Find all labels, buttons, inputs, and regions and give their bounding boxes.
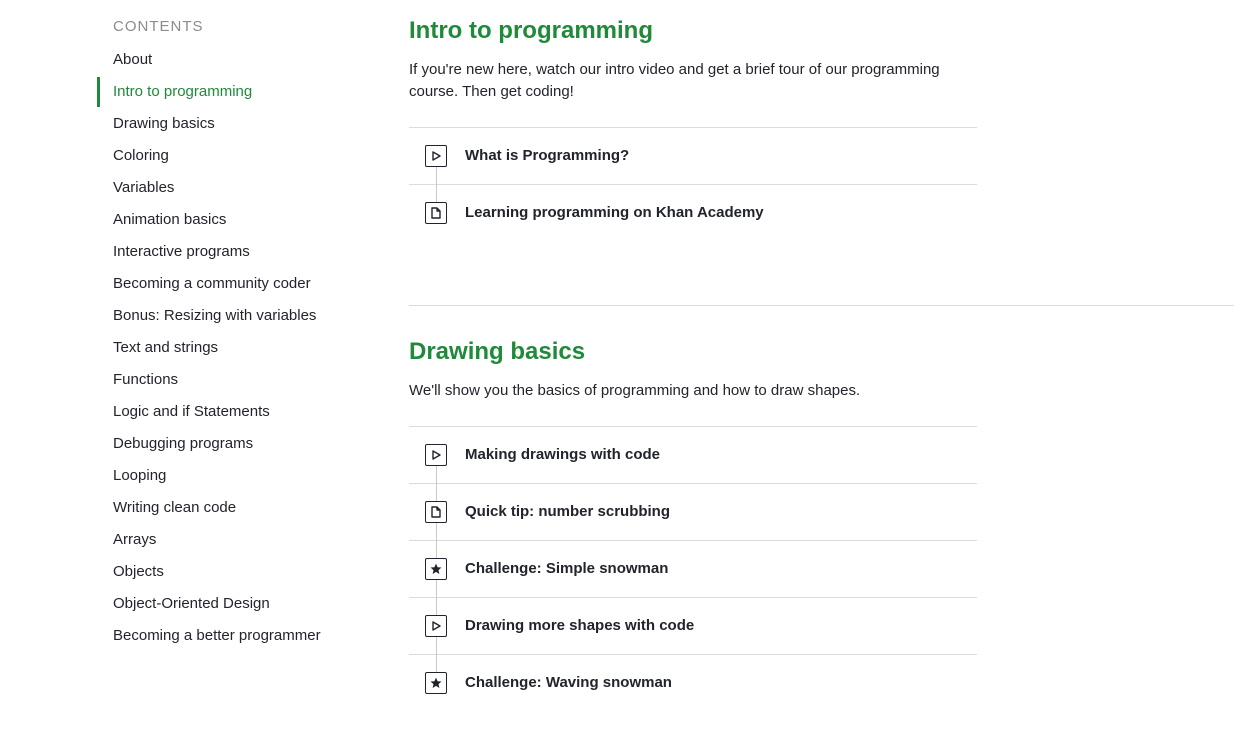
lesson-list: [409, 127, 977, 241]
article-icon: [425, 202, 447, 224]
star-icon: [425, 558, 447, 580]
lesson-item-challenge-waving-snowman[interactable]: [409, 655, 977, 711]
lesson-title: Challenge: Simple snowman: [465, 560, 669, 577]
lesson-title: What is Programming?: [465, 147, 630, 164]
sidebar-item-logic-and-if-statements[interactable]: Logic and if Statements: [113, 403, 270, 420]
sidebar-item-functions[interactable]: Functions: [113, 371, 179, 388]
lesson-title: Drawing more shapes with code: [465, 617, 695, 634]
sidebar-item-looping[interactable]: Looping: [113, 467, 167, 484]
lesson-list: [409, 426, 977, 711]
sidebar-item-becoming-a-community-coder[interactable]: Becoming a community coder: [113, 275, 311, 292]
contents-heading: CONTENTS: [113, 18, 204, 35]
contents-list: [97, 44, 321, 652]
lesson-title: Learning programming on Khan Academy: [465, 204, 764, 221]
section-drawing-basics: [409, 337, 1234, 691]
play-icon: [425, 615, 447, 637]
sidebar-item-intro-to-programming[interactable]: Intro to programming: [97, 76, 321, 108]
play-icon: [425, 444, 447, 466]
sidebar-item-objects[interactable]: Objects: [113, 563, 164, 580]
lesson-title: Challenge: Waving snowman: [465, 674, 672, 691]
sidebar-item-becoming-a-better-programmer[interactable]: Becoming a better programmer: [113, 627, 321, 644]
sidebar-item-drawing-basics[interactable]: Drawing basics: [113, 115, 215, 132]
sidebar-item-arrays[interactable]: Arrays: [113, 531, 157, 548]
lesson-item-learning-programming-on-khan-academy[interactable]: [409, 185, 977, 241]
sidebar-item-variables[interactable]: Variables: [113, 179, 175, 196]
lesson-item-what-is-programming[interactable]: [409, 128, 977, 185]
sidebar-item-bonus-resizing-with-variables[interactable]: Bonus: Resizing with variables: [113, 307, 317, 324]
sidebar-item-interactive-programs[interactable]: Interactive programs: [113, 243, 250, 260]
sidebar-item-writing-clean-code[interactable]: Writing clean code: [113, 499, 237, 516]
lesson-item-challenge-simple-snowman[interactable]: [409, 541, 977, 598]
lesson-item-quick-tip-number-scrubbing[interactable]: [409, 484, 977, 541]
lesson-title: Quick tip: number scrubbing: [465, 503, 671, 520]
article-icon: [425, 501, 447, 523]
sidebar-item-text-and-strings[interactable]: Text and strings: [113, 339, 219, 356]
sidebar-item-coloring[interactable]: Coloring: [113, 147, 169, 164]
lesson-title: Making drawings with code: [465, 446, 661, 463]
lesson-item-making-drawings-with-code[interactable]: [409, 427, 977, 484]
section-divider: [409, 305, 1234, 306]
play-icon: [425, 145, 447, 167]
sidebar-item-animation-basics[interactable]: Animation basics: [113, 211, 227, 228]
sidebar-item-object-oriented-design[interactable]: Object-Oriented Design: [113, 595, 270, 612]
section-title[interactable]: Drawing basics: [409, 338, 586, 365]
section-intro-to-programming: [409, 16, 1234, 221]
sidebar-item-debugging-programs[interactable]: Debugging programs: [113, 435, 254, 452]
star-icon: [425, 672, 447, 694]
section-description: If you're new here, watch our intro video and get a brief tour of our programming course. Then get coding!: [409, 61, 940, 100]
lesson-item-drawing-more-shapes-with-code[interactable]: [409, 598, 977, 655]
section-description: We'll show you the basics of programming and how to draw shapes.: [409, 382, 861, 399]
section-title[interactable]: Intro to programming: [409, 17, 653, 44]
sidebar-item-about[interactable]: About: [113, 51, 153, 68]
